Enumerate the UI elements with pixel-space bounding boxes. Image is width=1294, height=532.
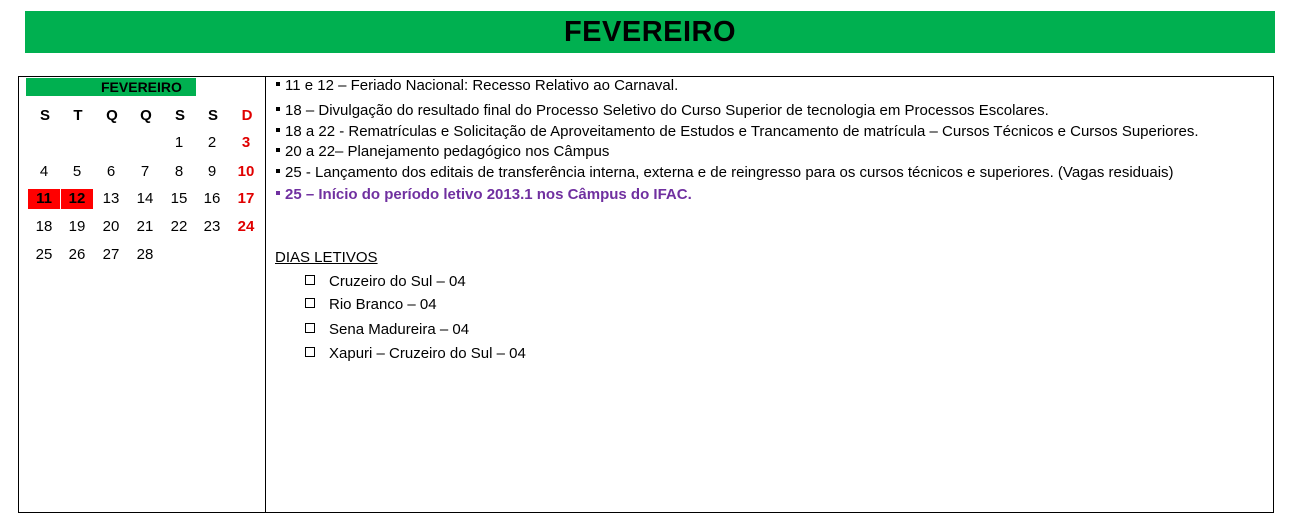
event-text: 18 – Divulgação do resultado final do Processo Seletivo do Curso Superior de tecnologia em Processos Escolares.	[285, 102, 1049, 119]
campus-label: Cruzeiro do Sul – 04	[329, 273, 466, 290]
calendar-day: 12	[61, 189, 93, 209]
calendar-day: 16	[203, 190, 221, 207]
calendar-day: 3	[241, 134, 251, 151]
calendar-day: 2	[207, 134, 217, 151]
calendar-day: 10	[237, 163, 255, 180]
event-text: 11 e 12 – Feriado Nacional: Recesso Relativo ao Carnaval.	[285, 77, 679, 94]
weekday-label: Q	[106, 107, 118, 124]
calendar-day: 21	[136, 218, 154, 235]
calendar-day: 13	[102, 190, 120, 207]
event-item	[276, 102, 1049, 120]
campus-label: Xapuri – Cruzeiro do Sul – 04	[329, 345, 526, 362]
event-item	[276, 77, 678, 95]
calendar-day: 14	[136, 190, 154, 207]
calendar-day: 7	[140, 163, 150, 180]
calendar-month-label: FEVEREIRO	[101, 79, 182, 95]
checkbox-icon	[305, 323, 315, 333]
bullet-icon	[276, 128, 280, 132]
calendar-day: 26	[68, 246, 86, 263]
bullet-icon	[276, 191, 280, 195]
calendar-day: 5	[72, 163, 82, 180]
calendar-day: 8	[174, 163, 184, 180]
weekday-label: S	[207, 107, 218, 124]
checkbox-icon	[305, 347, 315, 357]
bullet-icon	[276, 107, 280, 111]
campus-label: Sena Madureira – 04	[329, 321, 470, 338]
weekday-label: S	[174, 107, 185, 124]
bullet-icon	[276, 169, 280, 173]
calendar-day: 15	[170, 190, 188, 207]
event-item	[276, 186, 692, 204]
checkbox-icon	[305, 275, 315, 285]
calendar-day: 18	[35, 218, 53, 235]
calendar-day: 1	[174, 134, 184, 151]
campus-item	[305, 273, 466, 291]
calendar-day: 9	[207, 163, 217, 180]
calendar-day: 24	[237, 218, 255, 235]
weekday-label: D	[241, 107, 253, 124]
month-banner	[25, 11, 1275, 53]
event-text: 25 – Início do período letivo 2013.1 nos Câmpus do IFAC.	[285, 186, 692, 203]
campus-item	[305, 296, 437, 314]
calendar-header	[26, 78, 196, 96]
calendar-day: 27	[102, 246, 120, 263]
calendar-day: 22	[170, 218, 188, 235]
calendar-day: 25	[35, 246, 53, 263]
banner-title: FEVEREIRO	[563, 15, 737, 48]
calendar-day: 6	[106, 163, 116, 180]
bullet-icon	[276, 148, 280, 152]
campus-item	[305, 321, 469, 339]
event-text: 25 - Lançamento dos editais de transferência interna, externa e de reingresso para os cursos técnicos e superiores. (Vagas residuais)	[285, 164, 1174, 181]
weekday-label: Q	[140, 107, 152, 124]
bullet-icon	[276, 82, 280, 86]
column-divider	[265, 77, 266, 512]
month-table	[18, 76, 1274, 513]
calendar-day: 20	[102, 218, 120, 235]
event-item	[276, 123, 1199, 141]
weekday-label: T	[73, 107, 83, 124]
event-item	[276, 164, 1174, 182]
calendar-day: 4	[39, 163, 49, 180]
checkbox-icon	[305, 298, 315, 308]
calendar-day: 19	[68, 218, 86, 235]
calendar-day: 17	[237, 190, 255, 207]
calendar-day: 28	[136, 246, 154, 263]
calendar-day: 23	[203, 218, 221, 235]
weekday-label: S	[39, 107, 50, 124]
calendar-day: 11	[28, 189, 60, 209]
dias-letivos-title: DIAS LETIVOS	[275, 249, 378, 266]
campus-label: Rio Branco – 04	[329, 296, 437, 313]
event-item	[276, 143, 609, 161]
campus-item	[305, 345, 526, 363]
event-text: 20 a 22– Planejamento pedagógico nos Câmpus	[285, 143, 610, 160]
event-text: 18 a 22 - Rematrículas e Solicitação de Aproveitamento de Estudos e Trancamento de matrícula – Cursos Técnicos e Cursos Superiores.	[285, 123, 1199, 140]
